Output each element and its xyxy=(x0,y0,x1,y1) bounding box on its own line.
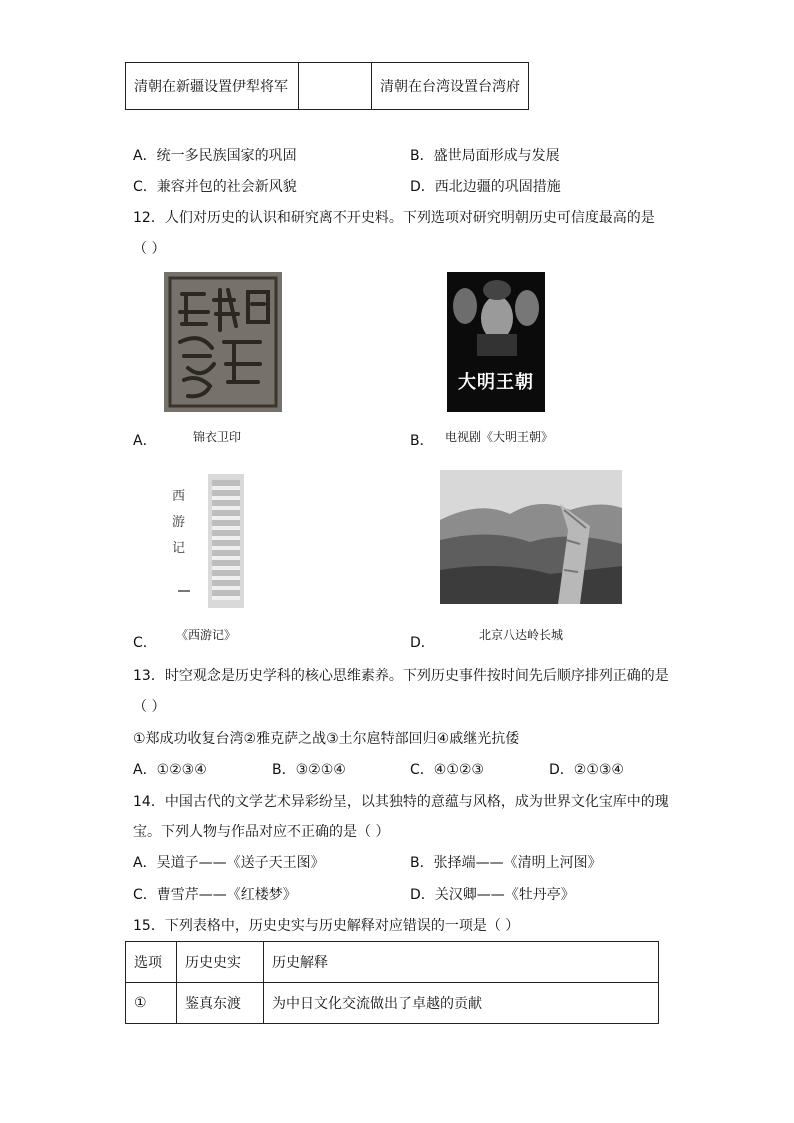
top-table-cell-2 xyxy=(299,63,372,110)
q13-stem: 13．时空观念是历史学科的核心思维素养。下列历史事件按时间先后顺序排列正确的是 xyxy=(133,668,669,684)
book-cover-image xyxy=(164,470,246,610)
tv-poster-image xyxy=(447,272,545,412)
q12-paren: （ ） xyxy=(133,241,166,257)
q11-option-a: A．统一多民族国家的巩固 xyxy=(133,148,297,164)
q13-option-d: D．②①③④ xyxy=(549,762,624,778)
q12-option-c-letter: C． xyxy=(133,635,157,651)
q13-option-b: B．③②①④ xyxy=(272,762,346,778)
q13-paren: （ ） xyxy=(133,699,166,715)
q14-option-b: B．张择端——《清明上河图》 xyxy=(410,855,602,871)
seal-image xyxy=(164,272,282,412)
q15-header-explanation: 历史解释 xyxy=(264,942,659,983)
top-table-cell-1: 清朝在新疆设置伊犁将军 xyxy=(126,63,299,110)
q11-option-d: D．西北边疆的巩固措施 xyxy=(410,179,561,195)
q12-option-b-caption: 电视剧《大明王朝》 xyxy=(445,430,554,444)
q15-table-header-row xyxy=(126,942,659,983)
q12-option-a-letter: A． xyxy=(133,433,157,449)
q11-option-c: C．兼容并包的社会新风貌 xyxy=(133,179,297,195)
q11-option-b: B．盛世局面形成与发展 xyxy=(410,148,560,164)
q14-stem-line1: 14．中国古代的文学艺术异彩纷呈，以其独特的意蕴与风格，成为世界文化宝库中的瑰 xyxy=(133,794,669,810)
q15-row1-fact: 鉴真东渡 xyxy=(177,983,264,1024)
q12-option-b-letter: B． xyxy=(410,433,434,449)
q15-header-fact: 历史史实 xyxy=(177,942,264,983)
q14-option-d: D．关汉卿——《牡丹亭》 xyxy=(410,887,575,903)
q12-option-a-caption: 锦衣卫印 xyxy=(193,430,242,444)
q15-table xyxy=(125,941,659,1024)
top-table xyxy=(125,62,529,110)
great-wall-image xyxy=(440,470,622,604)
q14-option-a: A．吴道子——《送子天王图》 xyxy=(133,855,325,871)
q12-option-d-letter: D． xyxy=(410,635,435,651)
book-title: 西游记 xyxy=(172,489,186,556)
q13-events: ①郑成功收复台湾②雅克萨之战③土尔扈特部回归④戚继光抗倭 xyxy=(133,731,520,747)
q15-stem: 15．下列表格中，历史史实与历史解释对应错误的一项是（ ） xyxy=(133,918,520,934)
q15-row1-explanation: 为中日文化交流做出了卓越的贡献 xyxy=(264,983,659,1024)
q15-header-option: 选项 xyxy=(126,942,177,983)
poster-title: 大明王朝 xyxy=(458,372,534,393)
q13-option-c: C．④①②③ xyxy=(410,762,484,778)
top-table-cell-3: 清朝在台湾设置台湾府 xyxy=(372,63,529,110)
table-row xyxy=(126,983,659,1024)
q12-option-c-caption: 《西游记》 xyxy=(176,628,237,642)
q12-stem: 12．人们对历史的认识和研究离不开史料。下列选项对研究明朝历史可信度最高的是 xyxy=(133,210,655,226)
q12-option-d-caption: 北京八达岭长城 xyxy=(479,628,564,642)
q14-option-c: C．曹雪芹——《红楼梦》 xyxy=(133,887,297,903)
q15-row1-option: ① xyxy=(126,983,177,1024)
q14-stem-line2: 宝。下列人物与作品对应不正确的是（ ） xyxy=(133,824,390,840)
q13-option-a: A．①②③④ xyxy=(133,762,207,778)
